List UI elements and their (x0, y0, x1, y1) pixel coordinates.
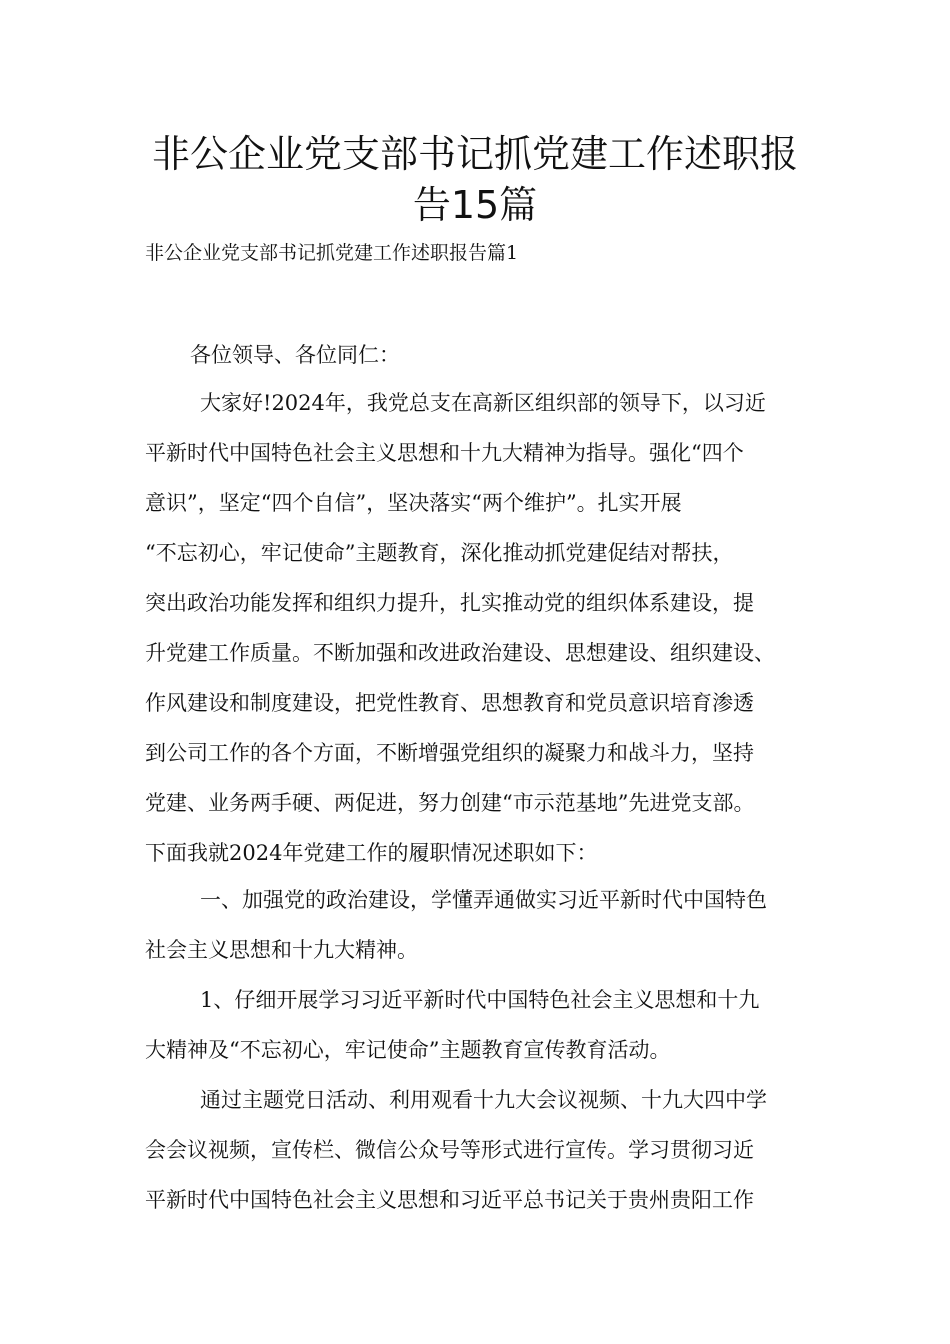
section-heading-line: 一、加强党的政治建设，学懂弄通做实习近平新时代中国特色 (200, 888, 767, 912)
paragraph-line: 突出政治功能发挥和组织力提升，扎实推动党的组织体系建设，提 (145, 591, 754, 615)
paragraph-line: 作风建设和制度建设，把党性教育、思想教育和党员意识培育渗透 (145, 691, 754, 715)
paragraph-line: 升党建工作质量。不断加强和改进政治建设、思想建设、组织建设、 (145, 641, 775, 665)
document-title-line-1: 非公企业党支部书记抓党建工作述职报 (151, 132, 798, 176)
paragraph-line: 大家好!2024年，我党总支在高新区组织部的领导下，以习近 (200, 391, 766, 415)
section-heading-line: 社会主义思想和十九大精神。 (145, 938, 418, 962)
paragraph-line: 平新时代中国特色社会主义思想和习近平总书记关于贵州贵阳工作 (145, 1188, 754, 1212)
paragraph-line: 党建、业务两手硬、两促进，努力创建“市示范基地”先进党支部。 (145, 791, 755, 815)
paragraph-line: “不忘初心，牢记使命”主题教育，深化推动抓党建促结对帮扶， (145, 541, 734, 565)
paragraph-line: 到公司工作的各个方面，不断增强党组织的凝聚力和战斗力，坚持 (145, 741, 754, 765)
salutation-line: 各位领导、各位同仁： (190, 343, 400, 367)
paragraph-line: 平新时代中国特色社会主义思想和十九大精神为指导。强化“四个 (145, 441, 744, 465)
document-subtitle: 非公企业党支部书记抓党建工作述职报告篇1 (145, 242, 519, 264)
subsection-heading-line: 大精神及“不忘初心，牢记使命”主题教育宣传教育活动。 (145, 1038, 671, 1062)
paragraph-line: 下面我就2024年党建工作的履职情况述职如下： (145, 841, 598, 865)
paragraph-line: 意识”，坚定“四个自信”，坚决落实“两个维护”。扎实开展 (145, 491, 682, 515)
subsection-heading-line: 1、仔细开展学习习近平新时代中国特色社会主义思想和十九 (200, 988, 760, 1012)
paragraph-line: 通过主题党日活动、利用观看十九大会议视频、十九大四中学 (200, 1088, 767, 1112)
document-title-line-2: 告15篇 (412, 183, 538, 227)
paragraph-line: 会会议视频，宣传栏、微信公众号等形式进行宣传。学习贯彻习近 (145, 1138, 754, 1162)
